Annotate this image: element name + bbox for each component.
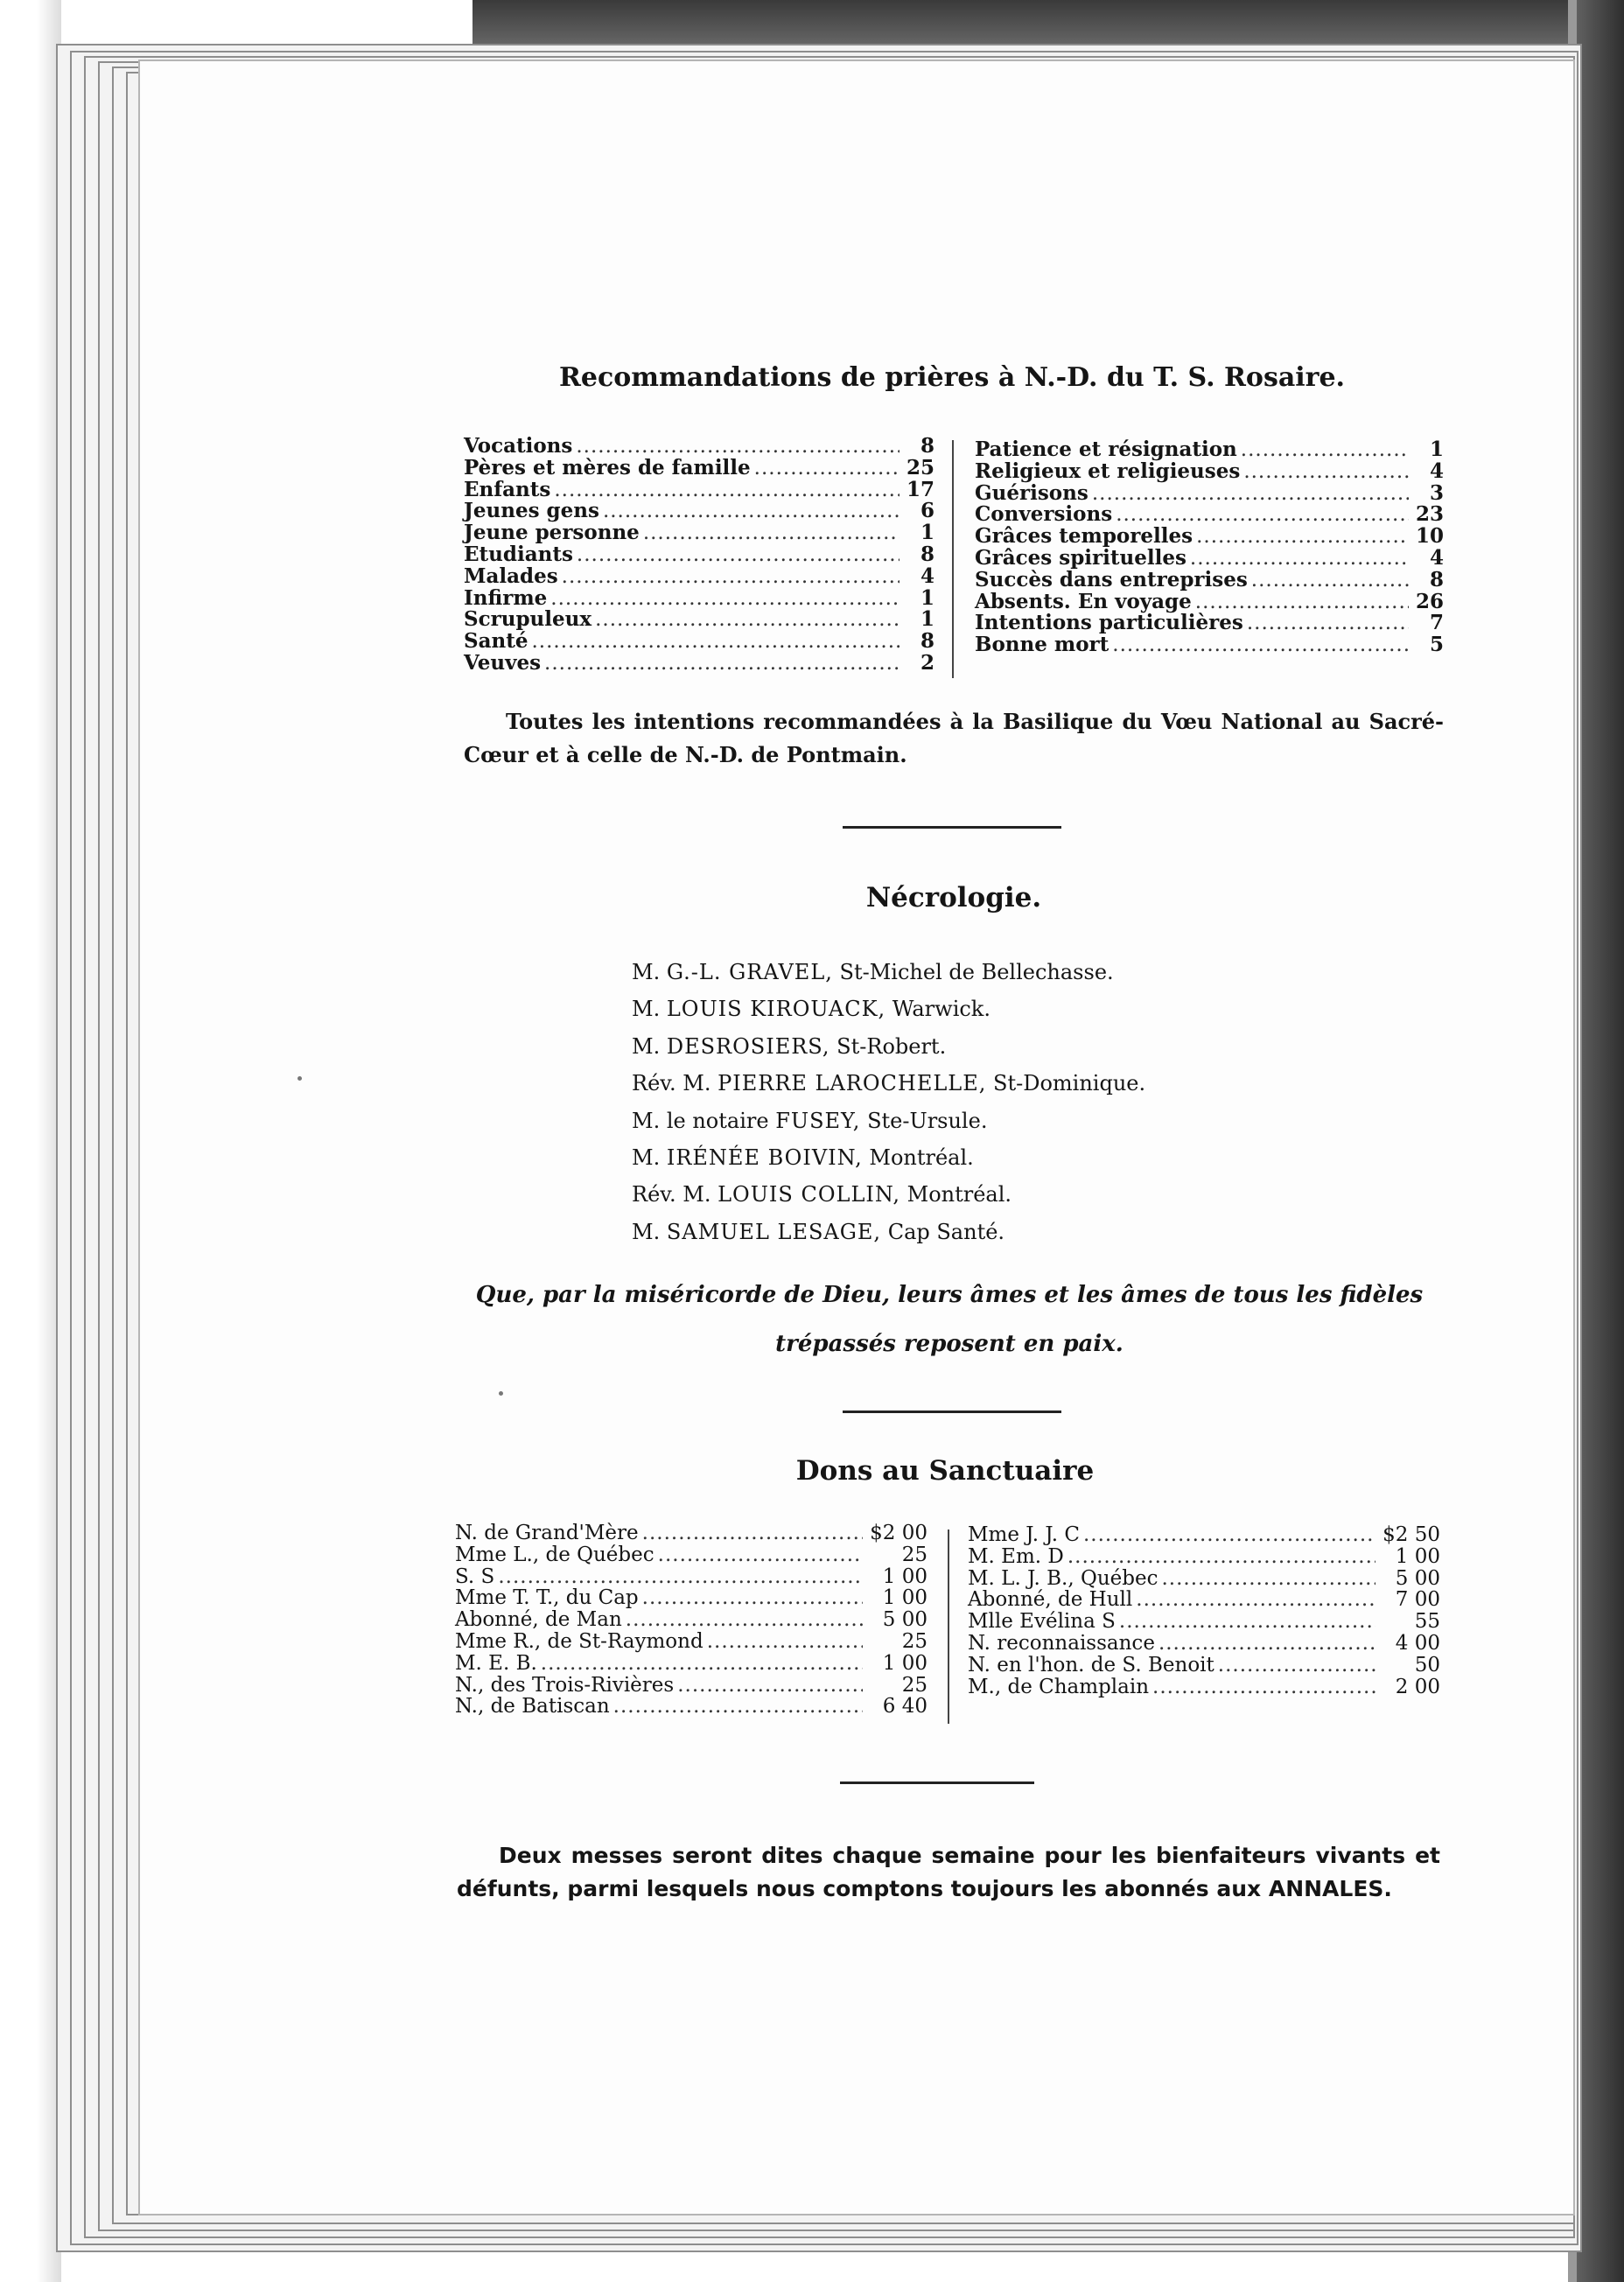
item-amount: $2 50 (1382, 1523, 1440, 1546)
dons-left-list (455, 1522, 928, 1718)
list-item (455, 1609, 928, 1631)
item-label: Vocations (464, 434, 573, 458)
list-item (455, 1675, 928, 1697)
list-item (464, 609, 934, 631)
item-label: Infirme (464, 585, 548, 610)
list-item (464, 436, 934, 458)
item-label: Jeune personne (464, 521, 640, 545)
item-count: 6 (920, 499, 934, 523)
item-label: M. L. J. B., Québec (968, 1566, 1158, 1590)
list-item (975, 458, 1444, 483)
item-label: Abonné, de Man (455, 1608, 622, 1632)
item-label: Veuves (464, 650, 542, 675)
list-item (975, 567, 1444, 592)
item-label: Mme L., de Québec (455, 1543, 654, 1566)
column-divider (948, 1530, 949, 1724)
entry-prefix: M. (632, 1144, 661, 1170)
list-item (968, 1524, 1440, 1546)
item-label: N. de Grand'Mère (455, 1522, 639, 1544)
dot-leader (1243, 461, 1409, 483)
list-item (968, 1676, 1440, 1698)
dot-leader (1218, 1655, 1376, 1676)
item-amount: 25 (901, 1543, 928, 1566)
entry-name: FUSEY, (775, 1108, 861, 1133)
dot-leader (554, 480, 900, 501)
dons-right-list (968, 1524, 1440, 1698)
list-item (975, 504, 1444, 526)
item-label: Intentions particulières (975, 611, 1243, 635)
dot-leader (577, 544, 900, 566)
list-item (464, 544, 934, 566)
item-label: Mlle Evélina S (968, 1610, 1116, 1634)
item-label: Pères et mères de famille (464, 455, 751, 480)
recommandations-note: Toutes les intentions recommandées à la Basilique du Vœu National au Sacré-Cœur et à celle de N.-D. de Pontmain. (464, 709, 1444, 767)
item-label: Mme R., de St-Raymond (455, 1629, 704, 1653)
entry-place: Montréal. (906, 1182, 1012, 1208)
dons-title: Dons au Sanctuaire (795, 1455, 1095, 1487)
dot-leader (707, 1631, 863, 1653)
list-item (968, 1589, 1440, 1611)
dot-leader (1083, 1524, 1376, 1546)
item-amount: 55 (1414, 1610, 1440, 1634)
item-label: N., de Batiscan (455, 1695, 610, 1718)
recommandations-left-list (464, 436, 934, 675)
item-label: S. S (455, 1564, 495, 1588)
item-count: 8 (1429, 567, 1444, 592)
item-count: 17 (906, 477, 934, 501)
item-amount: 5 00 (1395, 1566, 1440, 1590)
entry-name: G.-L. GRAVEL, (666, 960, 833, 984)
list-item (455, 1522, 928, 1544)
entry-place: St-Dominique. (993, 1071, 1146, 1096)
list-item (455, 1566, 928, 1588)
dot-leader (643, 522, 900, 544)
dot-leader (642, 1522, 863, 1544)
dot-leader (1119, 1611, 1376, 1633)
dot-leader (1112, 634, 1409, 656)
dot-leader (677, 1675, 863, 1697)
item-amount: 2 00 (1395, 1675, 1440, 1698)
item-label: Grâces spirituelles (975, 545, 1186, 570)
item-amount: 1 00 (882, 1586, 928, 1610)
item-count: 8 (920, 542, 934, 566)
entry-prefix: M. (632, 960, 661, 984)
dot-leader (642, 1587, 863, 1609)
entry-place: St-Robert. (836, 1033, 947, 1059)
item-label: N. en l'hon. de S. Benoit (968, 1653, 1214, 1676)
dot-leader (576, 436, 900, 458)
item-count: 4 (1429, 545, 1444, 570)
dot-leader (562, 566, 900, 588)
list-item (968, 1568, 1440, 1590)
entry-place: Ste-Ursule. (867, 1108, 988, 1133)
necrologie-entry (632, 1214, 1419, 1250)
item-label: Succès dans entreprises (975, 567, 1248, 592)
dot-leader (613, 1696, 863, 1718)
list-item (464, 522, 934, 544)
necrologie-entry (632, 1065, 1419, 1102)
item-label: Conversions (975, 502, 1113, 527)
prayer-line-1: Que, par la miséricorde de Dieu, leurs âmes et les âmes de tous les fidèles (475, 1282, 1424, 1308)
entry-name: DESROSIERS, (666, 1033, 830, 1059)
dot-leader (1068, 1546, 1376, 1568)
item-count: 25 (906, 455, 934, 480)
entry-place: Warwick. (892, 997, 990, 1022)
dot-leader (1136, 1589, 1376, 1611)
item-label: Malades (464, 564, 558, 588)
item-count: 1 (920, 607, 934, 632)
recommandations-right-list (975, 439, 1444, 656)
item-count: 7 (1429, 611, 1444, 635)
dot-leader (1092, 483, 1409, 505)
item-label: Abonné, de Hull (968, 1588, 1133, 1612)
item-label: Religieux et religieuses (975, 458, 1241, 483)
list-item (975, 634, 1444, 656)
dot-leader (1116, 504, 1409, 526)
list-item (975, 526, 1444, 548)
dot-leader (1152, 1676, 1376, 1698)
dot-leader (541, 1653, 863, 1675)
entry-place: Cap Santé. (887, 1219, 1005, 1244)
list-item (464, 455, 934, 480)
necrologie-entry (632, 1102, 1419, 1139)
item-amount: 1 00 (882, 1564, 928, 1588)
item-label: N., des Trois-Rivières (455, 1673, 675, 1697)
scan-speck (499, 1391, 503, 1396)
dot-leader (544, 653, 900, 675)
item-label: M. Em. D (968, 1544, 1064, 1568)
item-amount: 1 00 (1395, 1544, 1440, 1568)
item-amount: 25 (901, 1673, 928, 1697)
list-item (464, 650, 934, 675)
item-amount: 50 (1414, 1653, 1440, 1676)
item-amount: 7 00 (1395, 1588, 1440, 1612)
entry-prefix: M. le notaire (632, 1108, 769, 1133)
item-amount: 5 00 (882, 1608, 928, 1632)
dot-leader (658, 1544, 863, 1566)
item-label: Absents. En voyage (975, 589, 1192, 613)
list-item (464, 477, 934, 501)
entry-place: St-Michel de Bellechasse. (839, 960, 1114, 984)
item-label: N. reconnaissance (968, 1631, 1155, 1655)
item-label: M., de Champlain (968, 1675, 1150, 1698)
item-label: Mme J. J. C (968, 1523, 1080, 1546)
dot-leader (1241, 439, 1409, 461)
section-rule (843, 1410, 1061, 1413)
item-label: Mme T. T., du Cap (455, 1586, 639, 1610)
entry-name: LOUIS COLLIN, (718, 1182, 900, 1208)
dot-leader (1196, 526, 1409, 548)
item-count: 1 (1429, 438, 1444, 461)
item-label: Patience et résignation (975, 438, 1237, 461)
necrologie-entry (632, 1176, 1419, 1213)
dot-leader (595, 609, 900, 631)
necrologie-prayer (455, 1270, 1444, 1368)
entry-prefix: M. (632, 997, 661, 1022)
dot-leader (498, 1566, 863, 1588)
item-count: 1 (920, 585, 934, 610)
list-item (455, 1587, 928, 1609)
list-item (464, 585, 934, 610)
item-count: 8 (920, 629, 934, 654)
dot-leader (550, 588, 900, 610)
entry-prefix: Rév. M. (632, 1071, 711, 1096)
list-item (968, 1611, 1440, 1633)
list-item (975, 589, 1444, 613)
item-count: 10 (1415, 524, 1444, 549)
item-count: 2 (920, 650, 934, 675)
entry-place: Montréal. (869, 1144, 974, 1170)
item-amount: 4 00 (1395, 1631, 1440, 1655)
item-label: Santé (464, 629, 528, 654)
list-item (968, 1546, 1440, 1568)
item-count: 4 (920, 564, 934, 588)
list-item (975, 480, 1444, 505)
entry-prefix: M. (632, 1219, 661, 1244)
dot-leader (1158, 1633, 1376, 1655)
item-count: 3 (1429, 480, 1444, 505)
item-amount: $2 00 (870, 1522, 928, 1544)
necrologie-entry (632, 1139, 1419, 1176)
entry-prefix: Rév. M. (632, 1182, 711, 1208)
list-item (975, 612, 1444, 634)
section-rule (843, 826, 1061, 829)
item-amount: 6 40 (882, 1695, 928, 1718)
item-label: Bonne mort (975, 633, 1110, 657)
item-count: 1 (920, 521, 934, 545)
list-item (975, 545, 1444, 570)
list-item (455, 1544, 928, 1566)
dot-leader (1251, 570, 1409, 592)
item-amount: 1 00 (882, 1651, 928, 1675)
item-count: 5 (1429, 633, 1444, 657)
item-label: Guérisons (975, 480, 1088, 505)
item-label: Scrupuleux (464, 607, 592, 632)
item-count: 4 (1429, 458, 1444, 483)
column-divider (952, 440, 954, 678)
scan-left-margin (0, 0, 61, 2282)
necrologie-entry (632, 954, 1419, 990)
item-count: 23 (1415, 502, 1444, 527)
item-label: Enfants (464, 477, 551, 501)
dot-leader (1247, 612, 1409, 634)
prayer-line-2: trépassés reposent en paix. (775, 1331, 1124, 1357)
list-item (464, 500, 934, 522)
entry-name: SAMUEL LESAGE, (666, 1219, 882, 1244)
entry-name: PIERRE LAROCHELLE, (718, 1071, 987, 1096)
recommandations-title: Recommandations de prières à N.-D. du T. S. Rosaire. (558, 362, 1346, 393)
list-item (968, 1633, 1440, 1655)
item-label: Grâces temporelles (975, 524, 1194, 549)
list-item (464, 566, 934, 588)
dot-leader (1190, 548, 1409, 570)
dot-leader (603, 500, 900, 522)
item-label: Etudiants (464, 542, 573, 566)
entry-name: LOUIS KIROUACK, (666, 997, 886, 1022)
item-count: 26 (1415, 589, 1444, 613)
list-item (464, 631, 934, 653)
list-item (455, 1653, 928, 1675)
item-label: Jeunes gens (464, 499, 599, 523)
entry-prefix: M. (632, 1033, 661, 1059)
entry-name: IRÉNÉE BOIVIN, (666, 1144, 863, 1170)
necrologie-list (632, 954, 1419, 1250)
necrologie-title: Nécrologie. (865, 882, 1042, 914)
item-count: 8 (920, 434, 934, 458)
section-rule (840, 1782, 1034, 1784)
item-amount: 25 (901, 1629, 928, 1653)
dot-leader (532, 631, 900, 653)
list-item (975, 439, 1444, 461)
scan-speck (298, 1076, 302, 1081)
item-label: M. E. B. (455, 1651, 537, 1675)
closing-paragraph: Deux messes seront dites chaque semaine pour les bienfaiteurs vivants et défunts, parmi lesquels nous comptons toujours les abonnés aux ANNALES. (457, 1843, 1440, 1901)
necrologie-entry (632, 990, 1419, 1027)
list-item (968, 1655, 1440, 1676)
dot-leader (626, 1609, 863, 1631)
necrologie-entry (632, 1028, 1419, 1065)
dot-leader (1195, 592, 1409, 613)
dot-leader (1161, 1568, 1376, 1590)
list-item (455, 1631, 928, 1653)
dot-leader (754, 458, 900, 480)
list-item (455, 1696, 928, 1718)
